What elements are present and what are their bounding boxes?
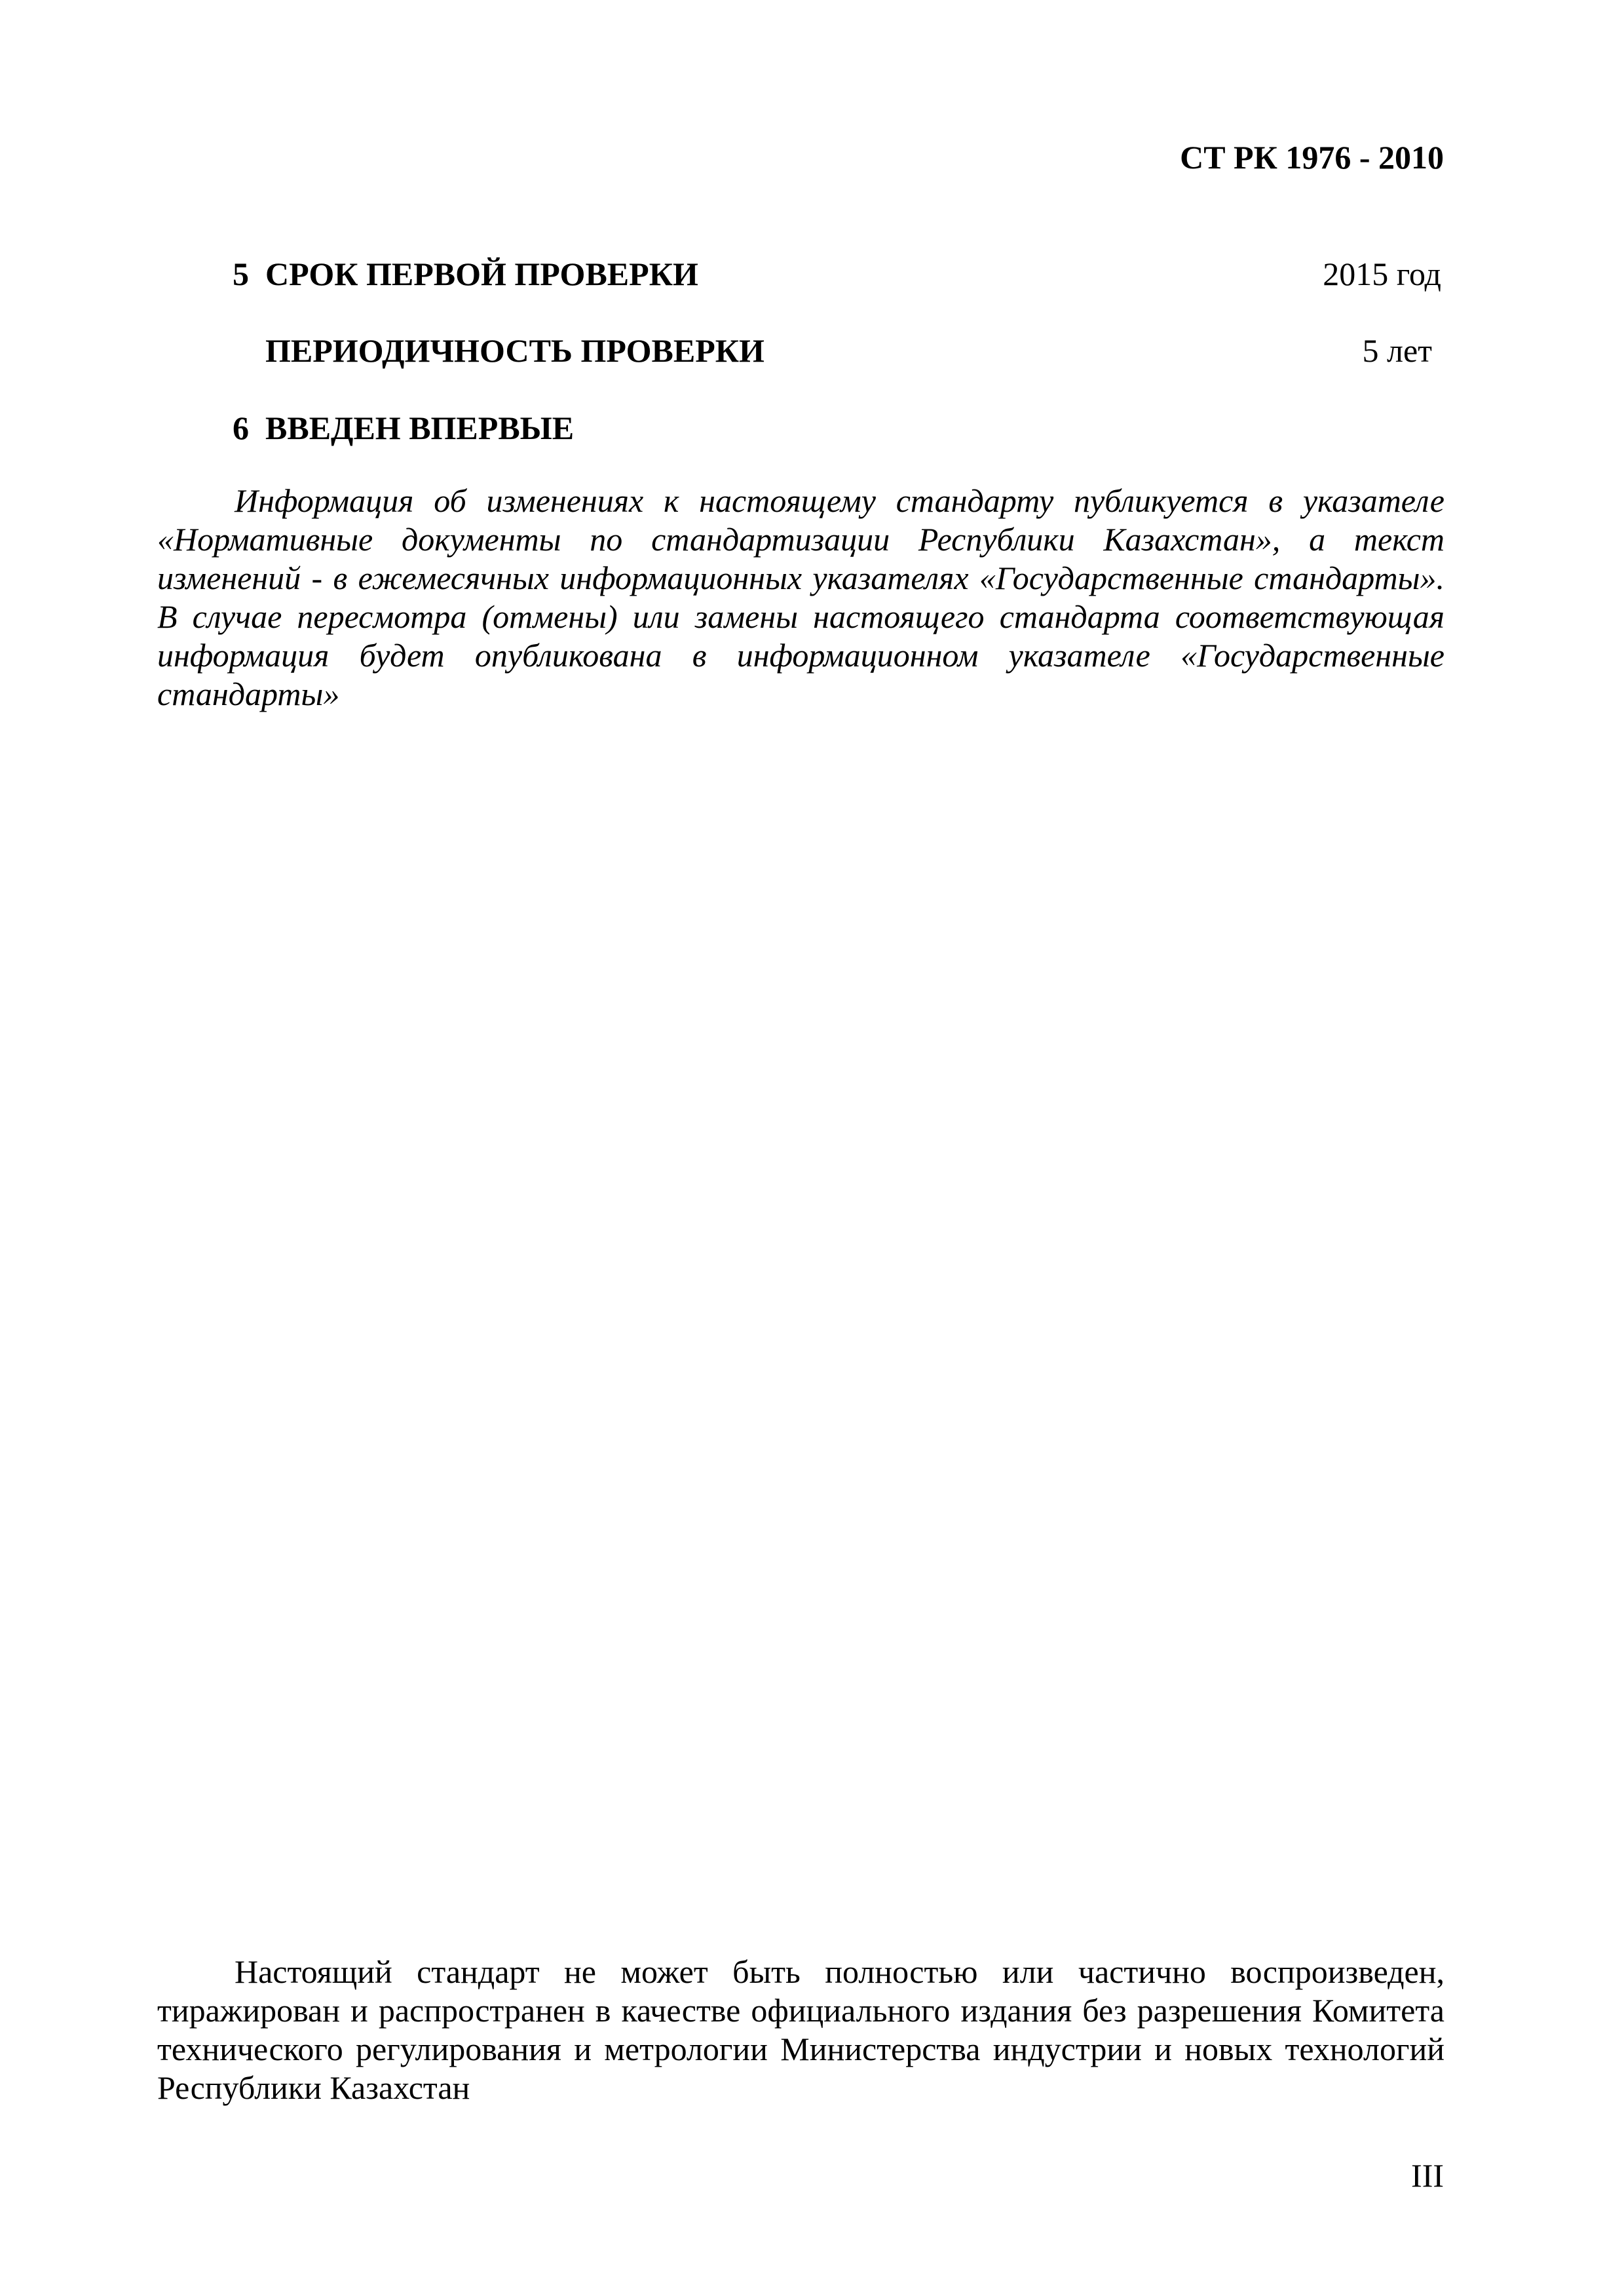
section-title: ВВЕДЕН ВПЕРВЫЕ — [265, 410, 575, 446]
copyright-notice-paragraph: Настоящий стандарт не может быть полностью или частично воспроизведен, тиражирован и распространен в качестве официального издания без разрешения Комитета технического регулирования и метрологии Министерства индустрии и новых технологий Республики Казахстан — [157, 1953, 1445, 2106]
section-first-check-label — [233, 251, 698, 297]
periodicity-label: ПЕРИОДИЧНОСТЬ ПРОВЕРКИ — [265, 332, 765, 369]
section-title: СРОК ПЕРВОЙ ПРОВЕРКИ — [265, 256, 698, 292]
amendments-info-paragraph: Информация об изменениях к настоящему стандарту публикуется в указателе «Нормативные документы по стандартизации Республики Казахстан», а текст изменений - в ежемесячных информационных указателях «Государственные стандарты». В случае пересмотра (отмены) или замены настоящего стандарта соответствующая информация будет опубликована в информационном указателе «Государственные стандарты» — [157, 482, 1445, 712]
periodicity-value: 5 лет — [1362, 332, 1432, 369]
section-number: 5 — [233, 256, 249, 292]
section-introduced — [233, 405, 1441, 451]
section-periodicity — [233, 328, 1441, 373]
first-check-year: 2015 год — [1323, 256, 1441, 292]
section-introduced-label — [233, 405, 574, 451]
section-number: 6 — [233, 410, 249, 446]
section-first-check — [233, 251, 1441, 297]
document-code: СТ РК 1976 - 2010 — [1180, 139, 1444, 176]
page-number: III — [1411, 2157, 1444, 2194]
